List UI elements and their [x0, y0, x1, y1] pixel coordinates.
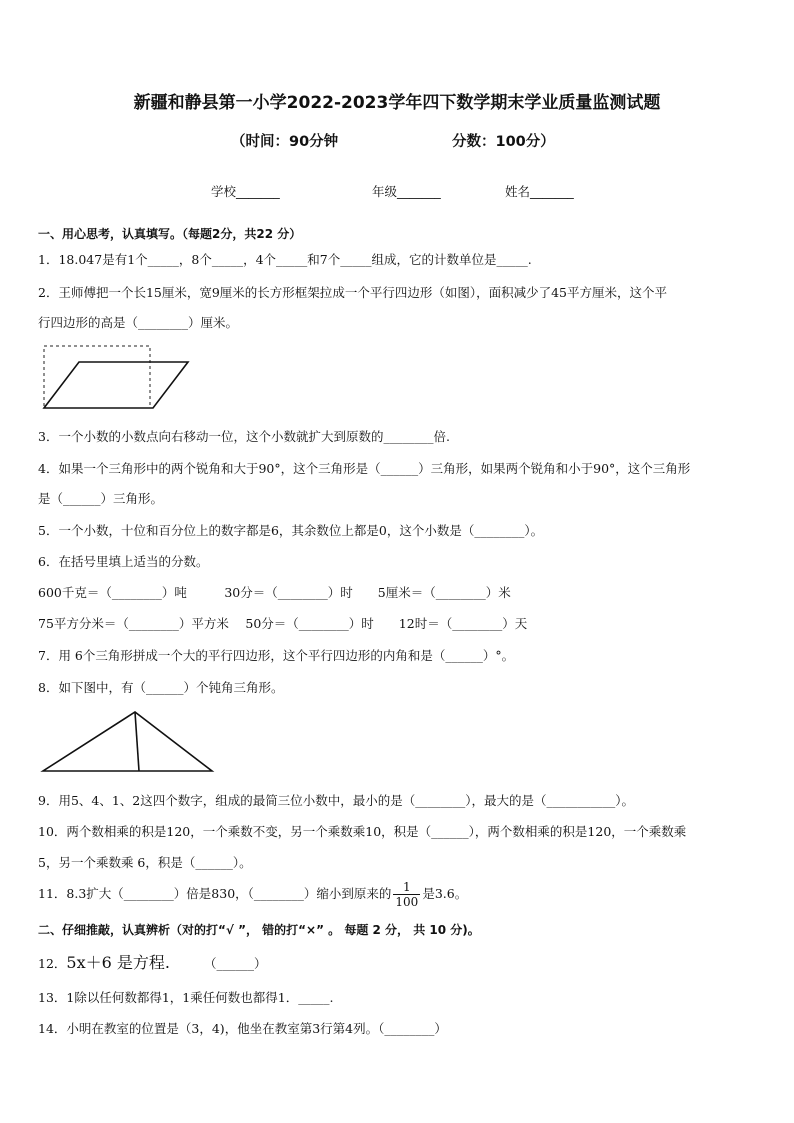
question-7: 7．用 6个三角形拼成一个大的平行四边形，这个平行四边形的内角和是（______）°。 — [38, 648, 515, 663]
question-1: 1．18.047是有1个_____，8个_____，4个_____和7个_____组成，它的计数单位是_____. — [38, 252, 532, 267]
question-6-row-2: 75平方分米＝（________）平方米 50分＝（________）时 12时＝（________）天 — [38, 616, 528, 631]
question-8: 8．如下图中，有（______）个钝角三角形。 — [38, 680, 284, 695]
question-2-line-2: 行四边形的高是（________）厘米。 — [38, 315, 239, 330]
question-2-line-1: 2．王师傅把一个长15厘米，宽9厘米的长方形框架拉成一个平行四边形（如图），面积减少了45平方厘米，这个平 — [38, 285, 667, 300]
grade-field: 年级_______ — [372, 184, 441, 199]
exam-score: 分数：100分） — [452, 134, 555, 150]
question-4-line-1: 4．如果一个三角形中的两个锐角和大于90°，这个三角形是（______）三角形，如果两个锐角和小于90°，这个三角形 — [38, 461, 691, 476]
large-triangle — [43, 712, 212, 771]
parallelogram-shape — [44, 362, 188, 408]
question-14: 14．小明在教室的位置是（3，4)，他坐在教室第3行第4列。（________） — [38, 1021, 447, 1036]
question-12-expression: 5x＋6 是方程. — [66, 953, 170, 972]
page-title: 新疆和静县第一小学2022-2023学年四下数学期末学业质量监测试题 — [133, 93, 661, 113]
triangle-divider — [135, 712, 139, 771]
question-12-answer-blank: （______） — [203, 956, 267, 971]
section-2-heading: 二、仔细推敲，认真辨析（对的打“√ ”， 错的打“×” 。 每题 2 分， 共 10 分)。 — [38, 923, 480, 937]
section-1-heading: 一、用心思考，认真填写。（每题2分，共22 分） — [38, 227, 302, 241]
parallelogram-figure — [38, 342, 193, 412]
question-12-number: 12． — [38, 956, 67, 971]
question-11 — [38, 880, 467, 909]
question-13: 13．1除以任何数都得1，1乘任何数也都得1．_____. — [38, 990, 334, 1005]
exam-time: （时间：90分钟 — [231, 134, 339, 150]
question-11-text-start: 11．8.3扩大（________）倍是830，（________）缩小到原来的 — [38, 886, 392, 901]
question-9: 9．用5、4、1、2这四个数字，组成的最简三位小数中，最小的是（________），最大的是（___________）。 — [38, 793, 635, 808]
question-3: 3．一个小数的小数点向右移动一位，这个小数就扩大到原数的________倍. — [38, 429, 450, 444]
fraction-one-hundredth — [393, 880, 420, 909]
question-5: 5．一个小数，十位和百分位上的数字都是6，其余数位上都是0，这个小数是（________）。 — [38, 523, 544, 538]
question-12 — [38, 950, 266, 973]
question-10-line-1: 10．两个数相乘的积是120，一个乘数不变，另一个乘数乘10，积是（______），两个数相乘的积是120，一个乘数乘 — [38, 824, 687, 839]
question-4-line-2: 是（______）三角形。 — [38, 491, 164, 506]
school-field: 学校_______ — [211, 184, 280, 199]
name-field: 姓名_______ — [505, 184, 574, 199]
triangle-figure — [38, 708, 218, 778]
fraction-numerator: 1 — [393, 880, 420, 895]
question-10-line-2: 5，另一个乘数乘 6，积是（______）。 — [38, 855, 252, 870]
dashed-rectangle — [44, 346, 150, 408]
question-11-text-end: 是3.6。 — [422, 886, 468, 901]
fraction-denominator: 100 — [395, 895, 419, 909]
question-6: 6．在括号里填上适当的分数。 — [38, 554, 209, 569]
question-6-row-1: 600千克＝（________）吨 30分＝（________）时 5厘米＝（________）米 — [38, 585, 511, 600]
